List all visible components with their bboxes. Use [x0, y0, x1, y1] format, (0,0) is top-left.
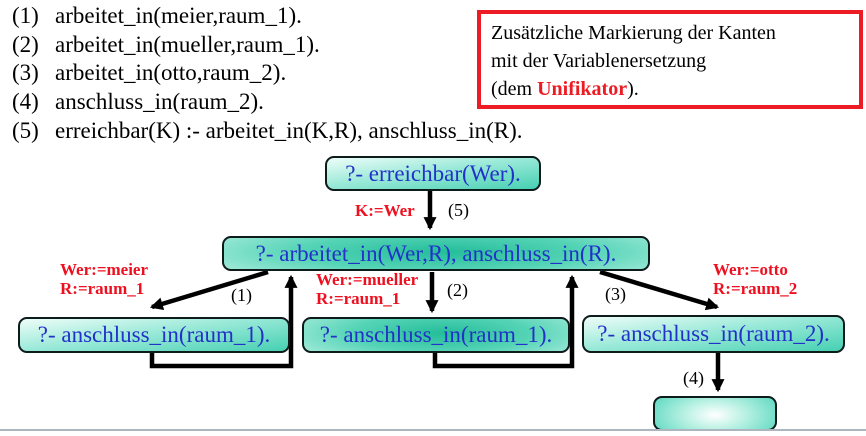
unifier-mueller-line1: Wer:=mueller: [316, 270, 419, 289]
unifier-label-otto: [713, 260, 797, 298]
unifier-otto-line2: R:=raum_2: [713, 279, 798, 298]
clause-1-number: (1): [12, 3, 39, 28]
node-leaf-raum2: [582, 315, 845, 353]
node-goal-text: ?- arbeitet_in(Wer,R), anschluss_in(R).: [255, 240, 617, 266]
unifier-mueller-line2: R:=raum_1: [316, 289, 401, 308]
node-leaf2-text: ?- anschluss_in(raum_1).: [319, 322, 553, 347]
node-root-text: ?- erreichbar(Wer).: [345, 160, 521, 186]
edge-label-2: (2): [447, 280, 468, 300]
slide-footer-divider: [0, 429, 866, 431]
edge-label-3: (3): [605, 284, 626, 304]
clause-4-number: (4): [12, 89, 39, 115]
unifier-label-meier: [60, 260, 148, 298]
edge-label-5: (5): [448, 200, 469, 220]
clause-2-number: (2): [12, 31, 39, 57]
edge-label-1: (1): [231, 285, 252, 305]
note-line-3-suffix: ).: [627, 78, 639, 100]
note-line-3-prefix: (dem: [491, 78, 538, 100]
node-leaf-raum1-b: [302, 317, 570, 353]
node-leaf3-text: ?- anschluss_in(raum_2).: [597, 321, 830, 346]
clause-1-text: arbeitet_in(meier,raum_1).: [55, 3, 302, 28]
node-root-query: [325, 156, 541, 191]
node-leaf1-text: ?- anschluss_in(raum_1).: [37, 322, 271, 347]
clause-3-number: (3): [12, 60, 39, 86]
node-goal-query: [222, 236, 650, 271]
unifier-meier-line1: Wer:=meier: [60, 260, 149, 279]
unifier-otto-line1: Wer:=otto: [713, 260, 788, 279]
note-unifikator-highlight: Unifikator: [537, 78, 628, 100]
node-leaf-raum1-a: [18, 317, 290, 353]
unifier-label-k-wer: K:=Wer: [355, 201, 415, 220]
note-line-1: Zusätzliche Markierung der Kanten: [491, 22, 776, 44]
clause-2-text: arbeitet_in(mueller,raum_1).: [55, 31, 320, 57]
node-empty-clause: [653, 396, 777, 431]
edge-label-4: (4): [683, 368, 704, 388]
clause-5-text: erreichbar(K) :- arbeitet_in(K,R), anschluss_in(R).: [55, 117, 523, 143]
unifier-label-mueller: [316, 270, 418, 308]
clause-3-text: arbeitet_in(otto,raum_2).: [55, 60, 287, 86]
clause-4-text: anschluss_in(raum_2).: [55, 89, 264, 115]
clause-5-number: (5): [12, 117, 39, 143]
unifier-meier-line2: R:=raum_1: [60, 279, 145, 298]
note-line-2: mit der Variablenersetzung: [491, 50, 707, 72]
